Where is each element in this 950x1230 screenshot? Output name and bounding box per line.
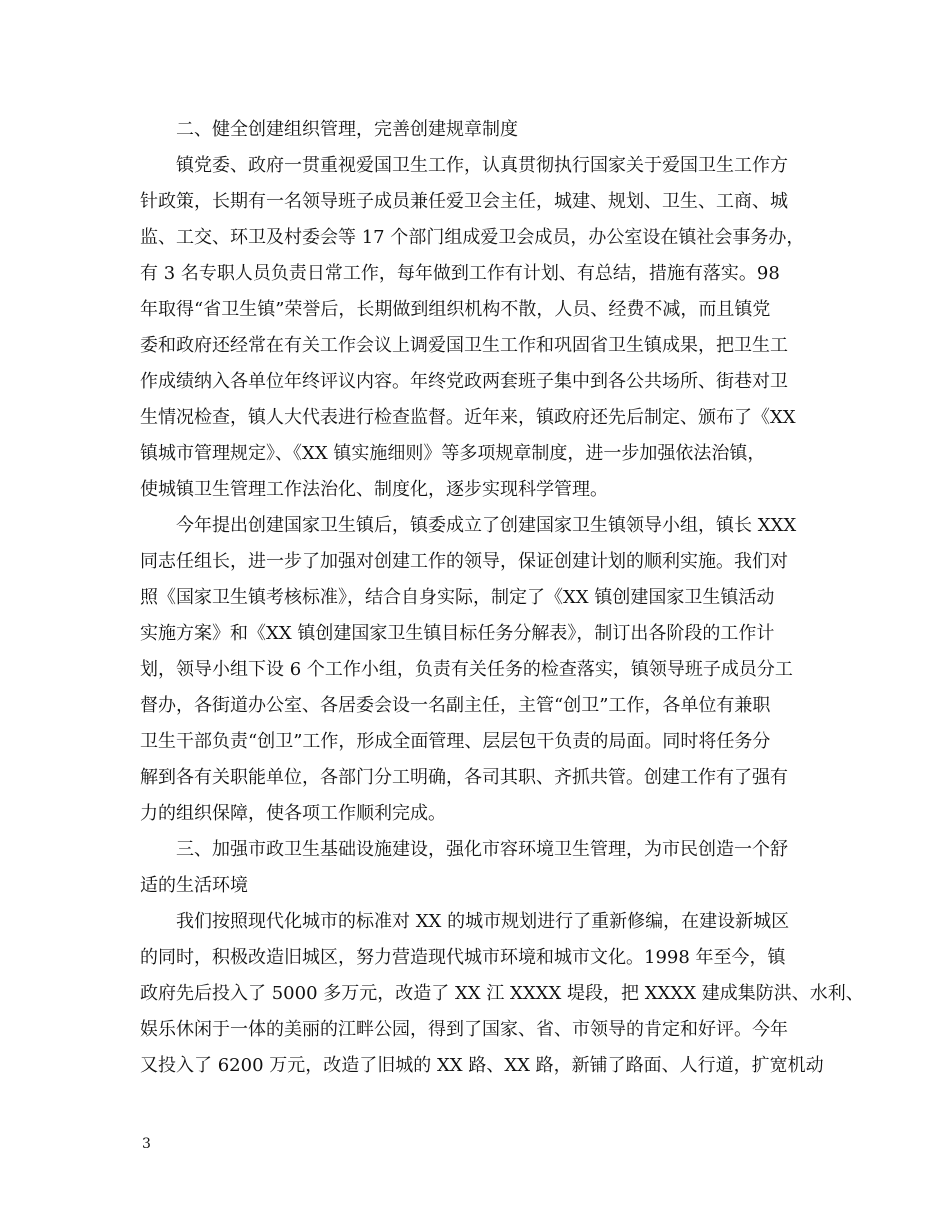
text-line: 委和政府还经常在有关工作会议上调爱国卫生工作和巩固省卫生镇成果，把卫生工 — [140, 335, 788, 356]
text-line: 实施方案》和《XX 镇创建国家卫生镇目标任务分解表》，制订出各阶段的工作计 — [140, 623, 775, 644]
text-line: 卫生干部负责“创卫”工作，形成全面管理、层层包干负责的局面。同时将任务分 — [140, 731, 771, 752]
text-line: 娱乐休闲于一体的美丽的江畔公园，得到了国家、省、市领导的肯定和好评。今年 — [140, 1019, 788, 1040]
text-line: 照《国家卫生镇考核标准》，结合自身实际，制定了《XX 镇创建国家卫生镇活动 — [140, 587, 775, 608]
text-line: 镇党委、政府一贯重视爱国卫生工作，认真贯彻执行国家关于爱国卫生工作方 — [176, 155, 788, 176]
text-line: 年取得“省卫生镇”荣誉后，长期做到组织机构不散，人员、经费不减，而且镇党 — [140, 299, 771, 320]
text-line: 生情况检查，镇人大代表进行检查监督。近年来，镇政府还先后制定、颁布了《XX — [140, 407, 796, 428]
section-heading-2: 二、健全创建组织管理，完善创建规章制度 — [176, 119, 518, 140]
text-line: 力的组织保障，使各项工作顺利完成。 — [140, 803, 446, 824]
text-line: 政府先后投入了 5000 多万元，改造了 XX 江 XXXX 堤段，把 XXXX 建成集防洪、水利、 — [140, 983, 864, 1004]
text-line: 使城镇卫生管理工作法治化、制度化，逐步实现科学管理。 — [140, 479, 608, 500]
text-line: 今年提出创建国家卫生镇后，镇委成立了创建国家卫生镇领导小组，镇长 XXX — [176, 515, 797, 536]
page-number: 3 — [142, 1136, 151, 1152]
text-line: 解到各有关职能单位，各部门分工明确，各司其职、齐抓共管。创建工作有了强有 — [140, 767, 788, 788]
text-line: 作成绩纳入各单位年终评议内容。年终党政两套班子集中到各公共场所、街巷对卫 — [140, 371, 788, 392]
section-heading-3-continued: 适的生活环境 — [140, 875, 248, 896]
text-line: 针政策，长期有一名领导班子成员兼任爱卫会主任，城建、规划、卫生、工商、城 — [140, 191, 788, 212]
text-line: 又投入了 6200 万元，改造了旧城的 XX 路、XX 路，新铺了路面、人行道，扩宽机动 — [140, 1055, 824, 1076]
text-line: 划，领导小组下设 6 个工作小组，负责有关任务的检查落实，镇领导班子成员分工 — [140, 659, 793, 680]
text-line: 镇城市管理规定》、《XX 镇实施细则》等多项规章制度，进一步加强依法治镇， — [140, 443, 766, 464]
section-heading-3: 三、加强市政卫生基础设施建设，强化市容环境卫生管理，为市民创造一个舒 — [176, 839, 788, 860]
text-line: 同志任组长，进一步了加强对创建工作的领导，保证创建计划的顺利实施。我们对 — [140, 551, 788, 572]
text-line: 的同时，积极改造旧城区，努力营造现代城市环境和城市文化。1998 年至今，镇 — [140, 947, 786, 968]
text-line: 监、工交、环卫及村委会等 17 个部门组成爱卫会成员，办公室设在镇社会事务办， — [140, 227, 805, 248]
text-line: 有 3 名专职人员负责日常工作，每年做到工作有计划、有总结，措施有落实。98 — [140, 263, 780, 284]
text-line: 我们按照现代化城市的标准对 XX 的城市规划进行了重新修编，在建设新城区 — [176, 911, 790, 932]
text-line: 督办，各街道办公室、各居委会设一名副主任，主管“创卫”工作，各单位有兼职 — [140, 695, 771, 716]
